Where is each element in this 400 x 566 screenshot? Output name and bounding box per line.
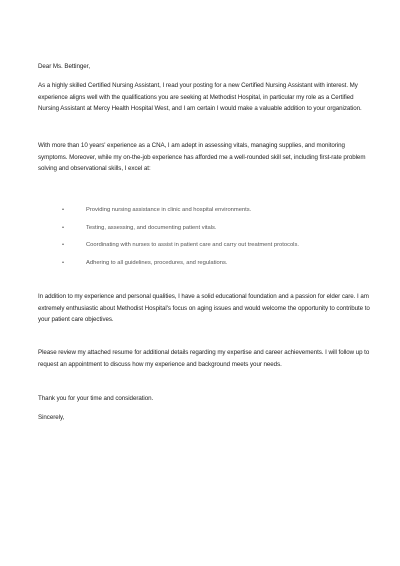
salutation: Dear Ms. Bettinger, bbox=[38, 63, 91, 70]
bullet-icon: • bbox=[62, 259, 65, 266]
list-item-text: Providing nursing assistance in clinic and hospital environments. bbox=[86, 207, 252, 213]
list-item bbox=[62, 258, 362, 276]
list-item bbox=[62, 240, 362, 258]
bullet-icon: • bbox=[62, 207, 65, 213]
paragraph-introduction: As a highly skilled Certified Nursing Assistant, I read your posting for a new Certified Nursing Assistant with interest. My experience aligns well with the qualifications you are seeking at Methodist Hospital, in particular my role as a Certified Nursing Assistant at Mercy Health Hospital West, and I am certain I would make a valuable addition to your organization. bbox=[38, 82, 362, 113]
list-item-text: Coordinating with nurses to assist in patient care and carry out treatment protocols. bbox=[86, 242, 299, 248]
list-item bbox=[62, 223, 362, 241]
paragraph-experience: With more than 10 years' experience as a CNA, I am adept in assessing vitals, managing supplies, and monitoring symptoms. Moreover, while my on-the-job experience has afforded me a well-rounded skill set, including first-rate problem solving and observational skills, I excel at: bbox=[38, 142, 366, 173]
bullet-icon: • bbox=[62, 224, 65, 231]
paragraph-education: In addition to my experience and personal qualities, I have a solid educational foundation and a passion for elder care. I am extremely enthusiastic about Methodist Hospital's focus on aging issues and would welcome the opportunity to contribute to your patient care objectives. bbox=[38, 293, 370, 324]
list-item bbox=[62, 205, 362, 223]
closing: Sincerely, bbox=[38, 414, 65, 421]
paragraph-thank-you: Thank you for your time and consideration. bbox=[38, 395, 154, 402]
list-item-text: Adhering to all guidelines, procedures, and regulations. bbox=[86, 259, 228, 266]
paragraph-follow-up: Please review my attached resume for additional details regarding my expertise and career achievements. I will follow up to request an appointment to discuss how my experience and background meets your needs. bbox=[38, 349, 370, 368]
list-item-text: Testing, assessing, and documenting patient vitals. bbox=[86, 224, 217, 231]
skills-list bbox=[62, 205, 362, 275]
bullet-icon: • bbox=[62, 242, 65, 248]
